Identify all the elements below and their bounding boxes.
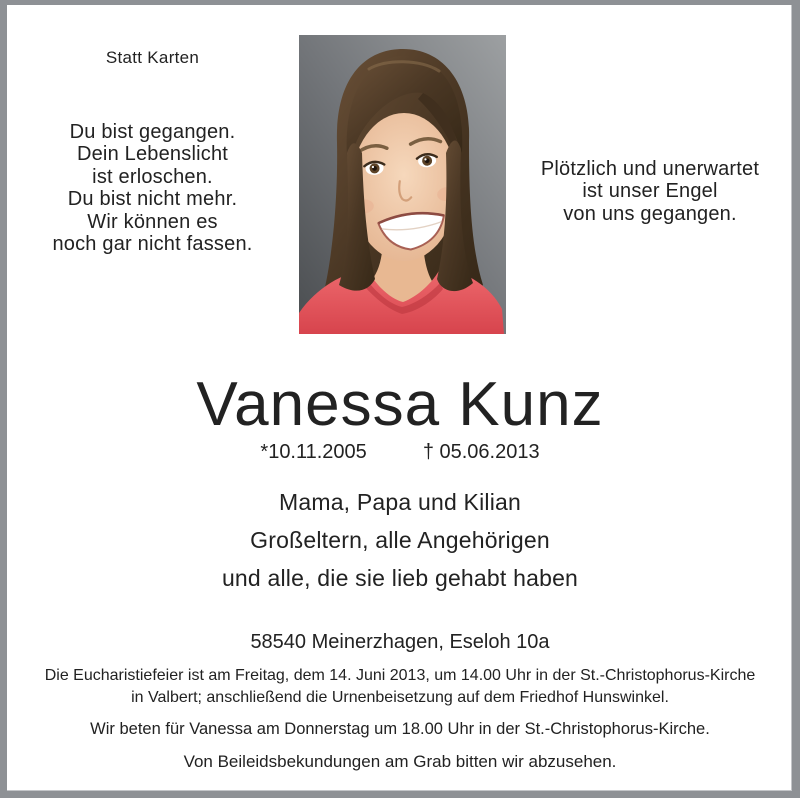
mourners-line: Mama, Papa und Kilian	[278, 489, 521, 515]
death-date: † 05.06.2013	[422, 441, 540, 463]
verse-line: von uns gegangen.	[563, 202, 737, 225]
prayer-info: Wir beten für Vanessa am Donnerstag um 18.00 Uhr in der St.-Christophorus-Kirche.	[90, 720, 710, 738]
verse-line: Du bist gegangen.	[69, 121, 236, 143]
verse-line: Dein Lebenslicht	[76, 143, 229, 166]
verse-line: ist unser Engel	[582, 180, 718, 203]
address-line: 58540 Meinerzhagen, Eseloh 10a	[250, 631, 550, 653]
life-dates	[0, 440, 800, 464]
condolence-note: Von Beileidsbekundungen am Grab bitten wir abzusehen.	[183, 752, 617, 771]
deceased-name: Vanessa Kunz	[196, 370, 604, 439]
portrait-photo	[299, 35, 506, 334]
service-line: Die Eucharistiefeier ist am Freitag, dem 14. Juni 2013, um 14.00 Uhr in der St.-Christophorus-Kirche	[44, 667, 756, 684]
verse-line: noch gar nicht fassen.	[52, 233, 253, 256]
mourners-list	[0, 483, 800, 597]
portrait-illustration	[299, 35, 506, 334]
service-info	[0, 665, 800, 709]
verse-line: Du bist nicht mehr.	[67, 188, 238, 211]
verse-line: Plötzlich und unerwartet	[540, 158, 760, 180]
service-line: in Valbert; anschließend die Urnenbeisetzung auf dem Friedhof Hunswinkel.	[131, 689, 669, 706]
verse-right	[508, 158, 792, 225]
verse-left	[10, 121, 295, 255]
statt-karten-note: Statt Karten	[105, 48, 200, 67]
verse-line: ist erloschen.	[92, 165, 213, 188]
mourners-line: und alle, die sie lieb gehabt haben	[221, 565, 579, 591]
verse-line: Wir können es	[87, 210, 218, 233]
birth-date: *10.11.2005	[260, 441, 367, 463]
mourners-line: Großeltern, alle Angehörigen	[250, 527, 550, 553]
